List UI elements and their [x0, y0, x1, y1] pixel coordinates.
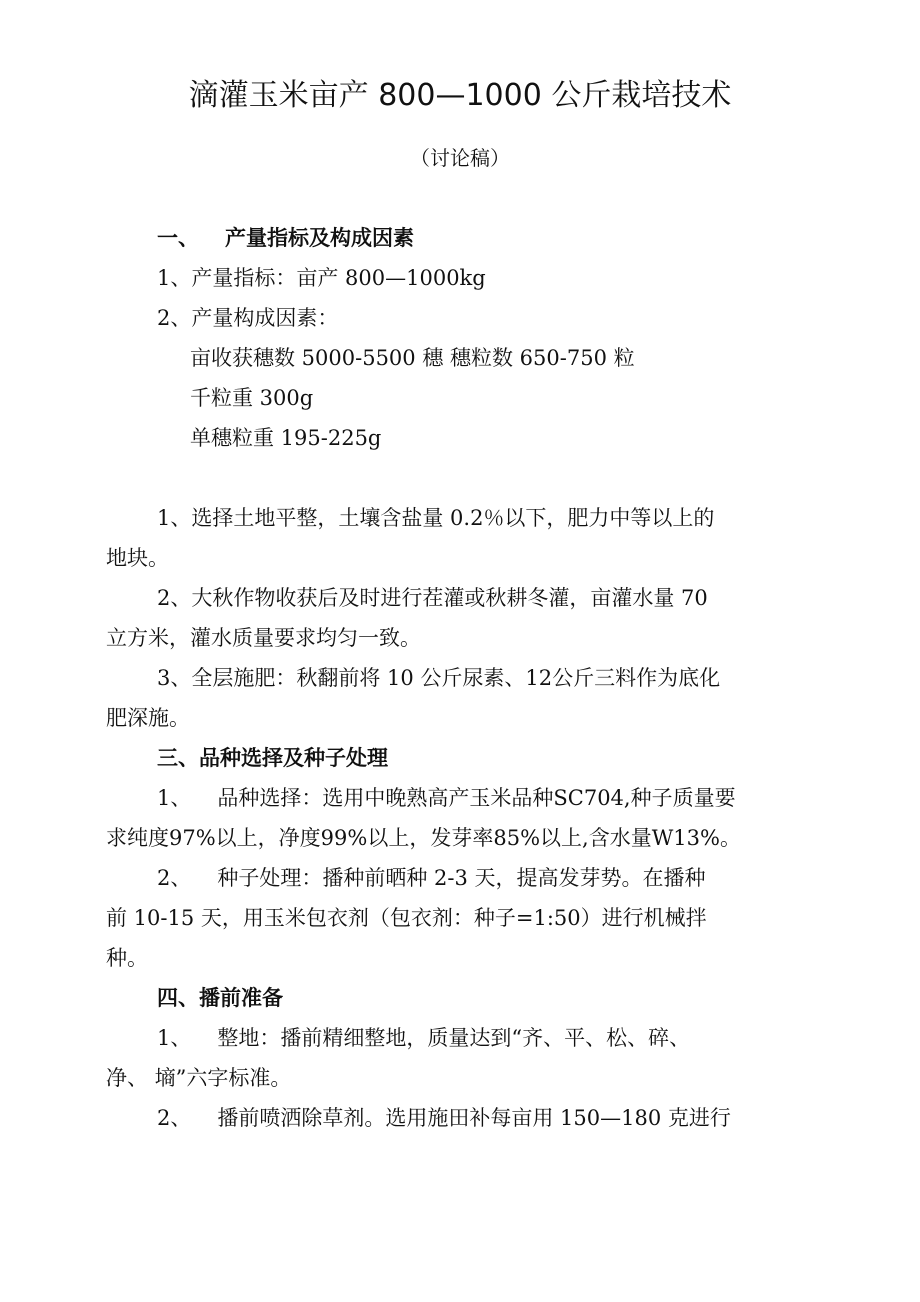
- variety-selection-text: 品种选择：选用中晚熟高产玉米品种SC704,种子质量要: [217, 786, 736, 810]
- herbicide-number: 2、: [157, 1106, 192, 1130]
- section-heading-1-text: 产量指标及构成因素: [225, 226, 414, 250]
- land-prep-line-2: 净、 墒”六字标准。: [106, 1066, 292, 1090]
- seed-treatment-line-3: 种。: [106, 946, 148, 970]
- yield-factor-ear-weight: 单穗粒重 195-225g: [190, 426, 382, 450]
- land-selection-line-1: 1、选择土地平整，土壤含盐量 0.2％以下，肥力中等以上的: [157, 506, 715, 530]
- irrigation-line-2: 立方米，灌水质量要求均匀一致。: [106, 626, 421, 650]
- herbicide-line-1: [157, 1098, 731, 1138]
- yield-factor-ears-kernels: 亩收获穗数 5000-5500 穗 穗粒数 650-750 粒: [190, 346, 635, 370]
- land-prep-line-1: [157, 1018, 690, 1058]
- yield-factor-thousand-weight: 千粒重 300g: [190, 386, 314, 410]
- land-selection-line-2: 地块。: [106, 546, 169, 570]
- seed-treatment-line-2: 前 10-15 天，用玉米包衣剂（包衣剂：种子=1:50）进行机械拌: [106, 906, 707, 930]
- land-prep-text: 整地：播前精细整地，质量达到“齐、平、松、碎、: [217, 1026, 691, 1050]
- document-title: 滴灌玉米亩产 800—1000 公斤栽培技术: [188, 78, 732, 113]
- fertilization-line-2: 肥深施。: [106, 706, 190, 730]
- variety-selection-line-1: [157, 778, 736, 818]
- section-heading-4: 四、播前准备: [157, 986, 283, 1010]
- seed-treatment-number: 2、: [157, 866, 192, 890]
- irrigation-line-1: 2、大秋作物收获后及时进行茬灌或秋耕冬灌，亩灌水量 70: [157, 586, 708, 610]
- herbicide-text: 播前喷洒除草剂。选用施田补每亩用 150—180 克进行: [217, 1106, 731, 1130]
- seed-treatment-text: 种子处理：播种前晒种 2-3 天，提高发芽势。在播种: [217, 866, 706, 890]
- document-subtitle: （讨论稿）: [410, 146, 510, 170]
- yield-factors-item: 2、产量构成因素：: [157, 306, 339, 330]
- seed-treatment-line-1: [157, 858, 706, 898]
- section-heading-3: 三、品种选择及种子处理: [157, 746, 388, 770]
- variety-selection-number: 1、: [157, 786, 192, 810]
- section-heading-1: [157, 218, 414, 258]
- land-prep-number: 1、: [157, 1026, 192, 1050]
- section-heading-1-number: 一、: [157, 226, 199, 250]
- yield-target-item: 1、产量指标：亩产 800—1000kg: [157, 266, 486, 290]
- variety-selection-line-2: 求纯度97%以上，净度99%以上，发芽率85%以上,含水量W13%。: [106, 826, 741, 850]
- fertilization-line-1: 3、全层施肥：秋翻前将 10 公斤尿素、12公斤三料作为底化: [157, 666, 721, 690]
